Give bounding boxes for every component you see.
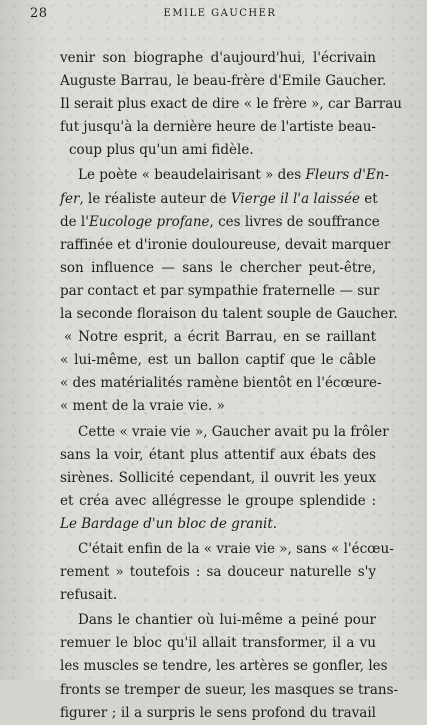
text-line: Cette « vraie vie », Gaucher avait pu la frôler [78,423,389,440]
text-line: fronts se tremper de sueur, les masques se trans- [60,681,399,698]
text-line: C'était enfin de la « vraie vie », sans « l'écœu- [78,540,394,557]
quote-line: « Notre esprit, a écrit Barrau, en se raillant [64,329,376,346]
text-line: coup plus qu'un ami fidèle. [69,142,254,159]
text-line: rement » toutefois : sa douceur naturelle s'y [60,564,376,581]
running-head: EMILE GAUCHER [163,8,277,19]
text-line [60,211,380,234]
text-line [60,188,376,211]
page-header [0,6,427,26]
text-line: venir son biographe d'aujourd'hui, l'écrivain [60,50,376,66]
italic-title: fer [60,190,80,207]
text-line [60,164,390,187]
text-line: figurer ; il a surpris le sens profond du travail [60,704,376,721]
text-line: sirènes. Sollicité cependant, il ouvrit les yeux [60,469,376,486]
text-line: Il serait plus exact de dire « le frère », car Barrau [60,96,402,113]
quote-line: « ment de la vraie vie. » [60,398,225,415]
text-line: son influence — sans le chercher peut-être, [60,259,376,276]
italic-title: Le Bardage d'un bloc de granit. [60,515,278,532]
text-run: Le poète « beaudelairisant » des [78,167,306,184]
text-line: remuer le bloc qu'il allait transformer, il a vu [60,635,376,652]
italic-title: Fleurs d'En- [305,167,390,184]
page-number: 28 [30,6,48,21]
text-line: Dans le chantier où lui-même a peiné pour [78,612,376,629]
text-line: sans la voir, étant plus attentif aux ébats des [60,446,376,463]
quote-line: « des matérialités ramène bientôt en l'écœure- [60,375,382,392]
text-line [60,513,376,536]
text-line: Auguste Barrau, le beau-frère d'Emile Gaucher. [60,73,387,90]
text-line: par contact et par sympathie fraternelle — sur [60,282,380,299]
text-run: de l' [60,213,89,230]
italic-title: Vierge il l'a laissée [230,190,360,207]
text-run: , ces livres de souffrance [209,213,380,230]
text-run: et [359,190,378,207]
quote-line: « lui-même, est un ballon captif que le câble [60,352,376,369]
italic-title: Eucologe profane [88,213,210,230]
text-run: , le réaliste auteur de [79,190,231,207]
text-line: les muscles se tendre, les artères se gonfler, les [60,658,388,675]
text-line: raffinée et d'ironie douloureuse, devait marquer [60,236,391,253]
text-line: refusait. [60,587,118,604]
body-text [60,47,402,725]
text-line: et créa avec allégresse le groupe splendide : [60,492,376,509]
text-line: la seconde floraison du talent souple de Gaucher. [60,306,398,323]
text-line: fut jusqu'à la dernière heure de l'artiste beau- [60,119,376,136]
